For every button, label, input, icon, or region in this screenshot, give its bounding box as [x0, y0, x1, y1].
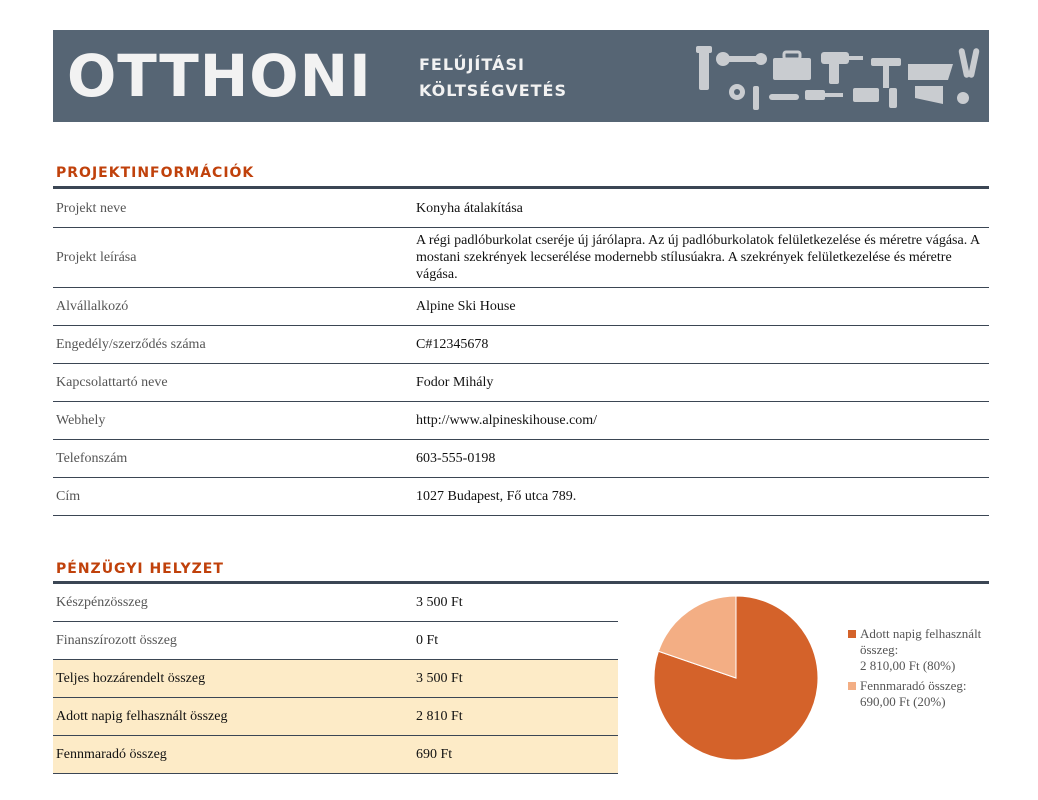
legend-swatch-spent: [848, 630, 856, 638]
legend-value: 690,00 Ft (20%): [860, 694, 946, 709]
row-value: Konyha átalakítása: [416, 201, 523, 216]
finance-section-title: PÉNZÜGYI HELYZET: [56, 561, 224, 577]
legend-name: Fennmaradó összeg:: [860, 678, 967, 693]
row-label: Telefonszám: [56, 450, 128, 466]
table-row: [53, 440, 989, 478]
row-value: Fodor Mihály: [416, 375, 494, 390]
table-row: [53, 478, 989, 516]
row-value: 3 500 Ft: [416, 670, 463, 686]
table-row: [53, 228, 989, 288]
table-row: [53, 736, 618, 774]
table-row: [53, 190, 989, 228]
row-label: Engedély/szerződés száma: [56, 336, 206, 352]
table-row: [53, 660, 618, 698]
table-row: [53, 698, 618, 736]
row-label: Fennmaradó összeg: [56, 746, 167, 762]
row-value: Alpine Ski House: [416, 299, 516, 314]
header-subtitle-line1: FELÚJÍTÁSI: [419, 55, 525, 74]
row-value: 690 Ft: [416, 746, 453, 762]
table-row: [53, 402, 989, 440]
table-row: [53, 584, 618, 622]
header-subtitle-line2: KÖLTSÉGVETÉS: [419, 81, 568, 100]
row-value: 603-555-0198: [416, 451, 496, 466]
header-subtitle: [419, 52, 567, 104]
row-label: Cím: [56, 488, 81, 504]
row-label: Kapcsolattartó neve: [56, 374, 168, 390]
row-label: Készpénzösszeg: [56, 594, 148, 610]
header-title: OTTHONI: [67, 42, 372, 110]
header-banner: [53, 30, 989, 122]
table-row: [53, 326, 989, 364]
pie-legend: [848, 626, 1010, 714]
row-label: Webhely: [56, 412, 106, 428]
row-value: 1027 Budapest, Fő utca 789.: [416, 489, 577, 504]
table-row: [53, 622, 618, 660]
row-value: A régi padlóburkolat cseréje új járólapra. Az új padlóburkolatok felületkezelése és méretre vágása. A mostani szekrények lecserélése modernebb stílusúakra. A szekrények felületkezelése és méretre vágása.: [416, 233, 980, 282]
legend-value: 2 810,00 Ft (80%): [860, 658, 956, 673]
row-value: 0 Ft: [416, 632, 439, 648]
row-label: Teljes hozzárendelt összeg: [56, 670, 206, 686]
row-label: Finanszírozott összeg: [56, 632, 177, 648]
budget-pie-chart: [650, 592, 822, 764]
project-info-table: [53, 190, 989, 516]
finance-table: [53, 584, 618, 774]
table-row: [53, 364, 989, 402]
project-section-title: PROJEKTINFORMÁCIÓK: [56, 165, 255, 181]
tools-icon: [693, 42, 983, 116]
row-value: 2 810 Ft: [416, 708, 463, 724]
row-label: Projekt neve: [56, 200, 127, 216]
website-link[interactable]: http://www.alpineskihouse.com/: [416, 413, 598, 428]
row-label: Projekt leírása: [56, 249, 137, 265]
legend-name: Adott napig felhasznált összeg:: [860, 626, 982, 657]
row-value: 3 500 Ft: [416, 594, 463, 610]
legend-swatch-remaining: [848, 682, 856, 690]
legend-item-spent: [848, 626, 1010, 674]
legend-item-remaining: [848, 678, 1010, 710]
project-section-rule: [53, 186, 989, 189]
table-row: [53, 288, 989, 326]
row-label: Alvállalkozó: [56, 298, 129, 314]
row-label: Adott napig felhasznált összeg: [56, 708, 228, 724]
row-value: C#12345678: [416, 337, 489, 352]
